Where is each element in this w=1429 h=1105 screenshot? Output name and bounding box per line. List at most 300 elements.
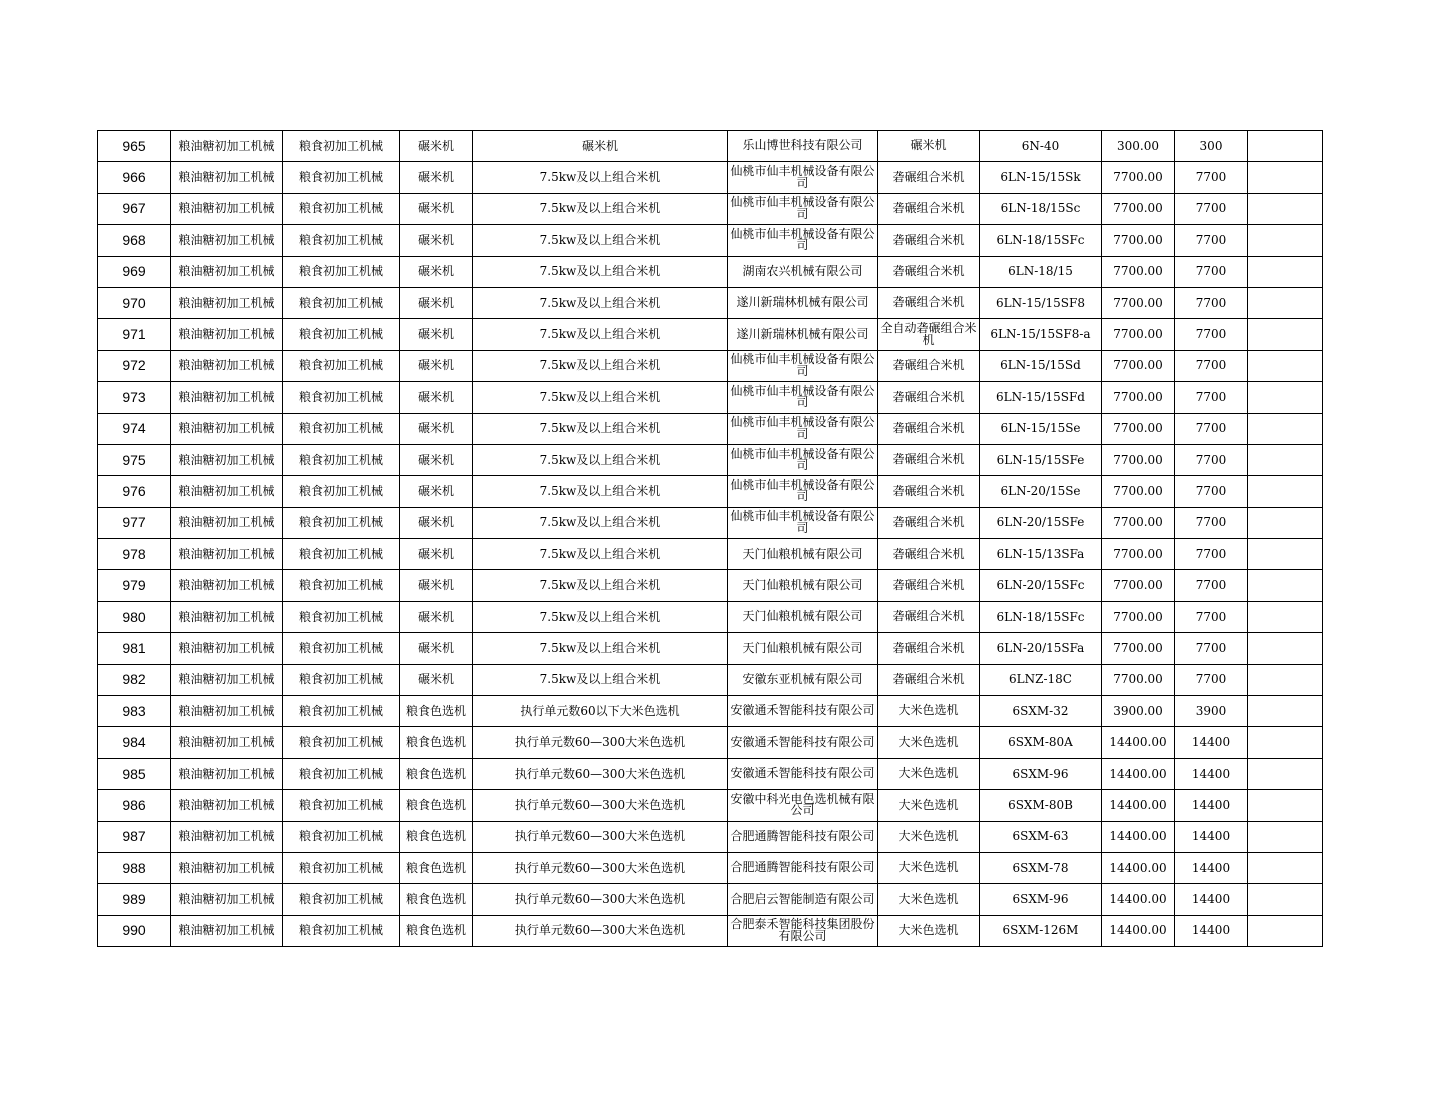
cell-manufacturer: 仙桃市仙丰机械设备有限公司 xyxy=(728,413,878,444)
cell-item-type: 碾米机 xyxy=(400,539,473,570)
cell-category: 粮油糖初加工机械 xyxy=(171,162,283,193)
cell-product-name: 砻碾组合米机 xyxy=(878,350,980,381)
cell-remark xyxy=(1248,193,1323,224)
cell-spec-grade: 7.5kw及以上组合米机 xyxy=(473,162,728,193)
cell-model: 6SXM-63 xyxy=(980,821,1102,852)
cell-manufacturer: 仙桃市仙丰机械设备有限公司 xyxy=(728,382,878,413)
cell-subsidy-cap: 7700 xyxy=(1175,193,1248,224)
cell-product-name: 大米色选机 xyxy=(878,915,980,946)
cell-subsidy-amount: 7700.00 xyxy=(1102,444,1175,475)
table-row xyxy=(98,884,1323,915)
cell-spec-grade: 7.5kw及以上组合米机 xyxy=(473,319,728,350)
cell-subsidy-cap: 7700 xyxy=(1175,476,1248,507)
cell-manufacturer: 安徽中科光电色选机械有限公司 xyxy=(728,790,878,821)
cell-manufacturer: 遂川新瑞林机械有限公司 xyxy=(728,319,878,350)
cell-category: 粮油糖初加工机械 xyxy=(171,131,283,162)
cell-manufacturer: 遂川新瑞林机械有限公司 xyxy=(728,287,878,318)
cell-remark xyxy=(1248,507,1323,538)
cell-remark xyxy=(1248,350,1323,381)
cell-spec-grade: 执行单元数60—300大米色选机 xyxy=(473,915,728,946)
cell-item-type: 碾米机 xyxy=(400,256,473,287)
cell-subcategory: 粮食初加工机械 xyxy=(283,790,400,821)
cell-spec-grade: 执行单元数60—300大米色选机 xyxy=(473,821,728,852)
cell-row-number: 966 xyxy=(98,162,171,193)
cell-category: 粮油糖初加工机械 xyxy=(171,193,283,224)
cell-model: 6SXM-32 xyxy=(980,696,1102,727)
cell-remark xyxy=(1248,915,1323,946)
cell-subcategory: 粮食初加工机械 xyxy=(283,884,400,915)
cell-category: 粮油糖初加工机械 xyxy=(171,852,283,883)
cell-subsidy-amount: 7700.00 xyxy=(1102,193,1175,224)
cell-row-number: 970 xyxy=(98,287,171,318)
cell-item-type: 碾米机 xyxy=(400,570,473,601)
cell-item-type: 碾米机 xyxy=(400,287,473,318)
cell-spec-grade: 执行单元数60以下大米色选机 xyxy=(473,696,728,727)
cell-model: 6LN-20/15SFc xyxy=(980,570,1102,601)
cell-model: 6SXM-80A xyxy=(980,727,1102,758)
table-row xyxy=(98,633,1323,664)
cell-category: 粮油糖初加工机械 xyxy=(171,444,283,475)
cell-subsidy-amount: 7700.00 xyxy=(1102,633,1175,664)
cell-spec-grade: 7.5kw及以上组合米机 xyxy=(473,287,728,318)
cell-row-number: 971 xyxy=(98,319,171,350)
cell-manufacturer: 天门仙粮机械有限公司 xyxy=(728,633,878,664)
cell-category: 粮油糖初加工机械 xyxy=(171,633,283,664)
cell-manufacturer: 仙桃市仙丰机械设备有限公司 xyxy=(728,350,878,381)
cell-product-name: 大米色选机 xyxy=(878,884,980,915)
cell-category: 粮油糖初加工机械 xyxy=(171,256,283,287)
cell-subsidy-cap: 14400 xyxy=(1175,790,1248,821)
cell-model: 6LN-15/15SF8 xyxy=(980,287,1102,318)
cell-product-name: 砻碾组合米机 xyxy=(878,225,980,256)
cell-product-name: 全自动砻碾组合米机 xyxy=(878,319,980,350)
cell-model: 6LN-18/15SFc xyxy=(980,601,1102,632)
cell-subsidy-cap: 7700 xyxy=(1175,601,1248,632)
cell-category: 粮油糖初加工机械 xyxy=(171,539,283,570)
cell-remark xyxy=(1248,601,1323,632)
cell-subcategory: 粮食初加工机械 xyxy=(283,131,400,162)
cell-item-type: 粮食色选机 xyxy=(400,758,473,789)
cell-subsidy-amount: 7700.00 xyxy=(1102,225,1175,256)
cell-row-number: 965 xyxy=(98,131,171,162)
cell-subcategory: 粮食初加工机械 xyxy=(283,664,400,695)
cell-spec-grade: 7.5kw及以上组合米机 xyxy=(473,476,728,507)
cell-subsidy-amount: 7700.00 xyxy=(1102,287,1175,318)
cell-product-name: 砻碾组合米机 xyxy=(878,664,980,695)
cell-subsidy-amount: 7700.00 xyxy=(1102,507,1175,538)
cell-row-number: 977 xyxy=(98,507,171,538)
cell-manufacturer: 合肥通腾智能科技有限公司 xyxy=(728,852,878,883)
cell-subcategory: 粮食初加工机械 xyxy=(283,507,400,538)
cell-row-number: 982 xyxy=(98,664,171,695)
cell-item-type: 碾米机 xyxy=(400,601,473,632)
cell-subsidy-amount: 7700.00 xyxy=(1102,664,1175,695)
cell-subcategory: 粮食初加工机械 xyxy=(283,727,400,758)
cell-product-name: 大米色选机 xyxy=(878,727,980,758)
cell-subcategory: 粮食初加工机械 xyxy=(283,601,400,632)
cell-product-name: 砻碾组合米机 xyxy=(878,633,980,664)
cell-item-type: 粮食色选机 xyxy=(400,852,473,883)
cell-spec-grade: 7.5kw及以上组合米机 xyxy=(473,601,728,632)
cell-manufacturer: 安徽通禾智能科技有限公司 xyxy=(728,727,878,758)
cell-subsidy-amount: 14400.00 xyxy=(1102,727,1175,758)
cell-manufacturer: 天门仙粮机械有限公司 xyxy=(728,539,878,570)
cell-subsidy-amount: 7700.00 xyxy=(1102,476,1175,507)
cell-subcategory: 粮食初加工机械 xyxy=(283,758,400,789)
cell-subcategory: 粮食初加工机械 xyxy=(283,256,400,287)
cell-category: 粮油糖初加工机械 xyxy=(171,570,283,601)
cell-subcategory: 粮食初加工机械 xyxy=(283,225,400,256)
cell-subsidy-amount: 14400.00 xyxy=(1102,884,1175,915)
cell-subsidy-amount: 7700.00 xyxy=(1102,350,1175,381)
cell-row-number: 989 xyxy=(98,884,171,915)
cell-manufacturer: 安徽通禾智能科技有限公司 xyxy=(728,758,878,789)
cell-category: 粮油糖初加工机械 xyxy=(171,319,283,350)
cell-product-name: 砻碾组合米机 xyxy=(878,193,980,224)
table-row xyxy=(98,539,1323,570)
cell-subsidy-cap: 14400 xyxy=(1175,884,1248,915)
cell-subsidy-cap: 14400 xyxy=(1175,915,1248,946)
cell-subsidy-amount: 14400.00 xyxy=(1102,915,1175,946)
table-row xyxy=(98,413,1323,444)
cell-subsidy-cap: 7700 xyxy=(1175,382,1248,413)
cell-item-type: 碾米机 xyxy=(400,193,473,224)
cell-subsidy-cap: 7700 xyxy=(1175,350,1248,381)
cell-manufacturer: 合肥通腾智能科技有限公司 xyxy=(728,821,878,852)
cell-subsidy-cap: 7700 xyxy=(1175,633,1248,664)
cell-spec-grade: 7.5kw及以上组合米机 xyxy=(473,633,728,664)
table-row xyxy=(98,193,1323,224)
cell-item-type: 粮食色选机 xyxy=(400,915,473,946)
cell-row-number: 985 xyxy=(98,758,171,789)
cell-subcategory: 粮食初加工机械 xyxy=(283,476,400,507)
cell-product-name: 砻碾组合米机 xyxy=(878,570,980,601)
cell-row-number: 975 xyxy=(98,444,171,475)
cell-spec-grade: 执行单元数60—300大米色选机 xyxy=(473,884,728,915)
cell-category: 粮油糖初加工机械 xyxy=(171,664,283,695)
cell-subsidy-amount: 7700.00 xyxy=(1102,162,1175,193)
table-row xyxy=(98,382,1323,413)
cell-row-number: 974 xyxy=(98,413,171,444)
cell-model: 6LN-15/15SFd xyxy=(980,382,1102,413)
cell-spec-grade: 碾米机 xyxy=(473,131,728,162)
cell-product-name: 砻碾组合米机 xyxy=(878,507,980,538)
table-row xyxy=(98,821,1323,852)
cell-spec-grade: 7.5kw及以上组合米机 xyxy=(473,664,728,695)
cell-subsidy-amount: 7700.00 xyxy=(1102,601,1175,632)
cell-spec-grade: 7.5kw及以上组合米机 xyxy=(473,256,728,287)
cell-item-type: 碾米机 xyxy=(400,225,473,256)
table-row xyxy=(98,350,1323,381)
cell-spec-grade: 7.5kw及以上组合米机 xyxy=(473,539,728,570)
cell-subcategory: 粮食初加工机械 xyxy=(283,696,400,727)
cell-model: 6SXM-126M xyxy=(980,915,1102,946)
cell-item-type: 碾米机 xyxy=(400,413,473,444)
cell-subsidy-cap: 7700 xyxy=(1175,287,1248,318)
cell-remark xyxy=(1248,821,1323,852)
cell-row-number: 972 xyxy=(98,350,171,381)
cell-remark xyxy=(1248,287,1323,318)
table-row xyxy=(98,570,1323,601)
table-row xyxy=(98,256,1323,287)
cell-item-type: 粮食色选机 xyxy=(400,790,473,821)
cell-row-number: 978 xyxy=(98,539,171,570)
cell-remark xyxy=(1248,727,1323,758)
cell-category: 粮油糖初加工机械 xyxy=(171,507,283,538)
cell-model: 6LN-18/15 xyxy=(980,256,1102,287)
cell-spec-grade: 7.5kw及以上组合米机 xyxy=(473,193,728,224)
cell-subsidy-cap: 7700 xyxy=(1175,507,1248,538)
cell-row-number: 988 xyxy=(98,852,171,883)
cell-subsidy-amount: 300.00 xyxy=(1102,131,1175,162)
cell-row-number: 969 xyxy=(98,256,171,287)
cell-category: 粮油糖初加工机械 xyxy=(171,225,283,256)
cell-manufacturer: 湖南农兴机械有限公司 xyxy=(728,256,878,287)
table-row xyxy=(98,664,1323,695)
cell-model: 6LN-20/15SFa xyxy=(980,633,1102,664)
cell-remark xyxy=(1248,539,1323,570)
cell-remark xyxy=(1248,852,1323,883)
table-row xyxy=(98,852,1323,883)
cell-product-name: 大米色选机 xyxy=(878,852,980,883)
cell-item-type: 碾米机 xyxy=(400,444,473,475)
cell-spec-grade: 执行单元数60—300大米色选机 xyxy=(473,758,728,789)
cell-product-name: 大米色选机 xyxy=(878,821,980,852)
cell-manufacturer: 乐山博世科技有限公司 xyxy=(728,131,878,162)
cell-model: 6LN-15/15Sk xyxy=(980,162,1102,193)
cell-category: 粮油糖初加工机械 xyxy=(171,696,283,727)
cell-model: 6LN-18/15Sc xyxy=(980,193,1102,224)
cell-model: 6SXM-96 xyxy=(980,884,1102,915)
cell-category: 粮油糖初加工机械 xyxy=(171,821,283,852)
cell-row-number: 983 xyxy=(98,696,171,727)
cell-item-type: 碾米机 xyxy=(400,507,473,538)
cell-category: 粮油糖初加工机械 xyxy=(171,727,283,758)
cell-remark xyxy=(1248,225,1323,256)
cell-category: 粮油糖初加工机械 xyxy=(171,287,283,318)
cell-subsidy-cap: 7700 xyxy=(1175,256,1248,287)
cell-model: 6LN-18/15SFc xyxy=(980,225,1102,256)
cell-subcategory: 粮食初加工机械 xyxy=(283,539,400,570)
cell-subcategory: 粮食初加工机械 xyxy=(283,382,400,413)
cell-subcategory: 粮食初加工机械 xyxy=(283,162,400,193)
cell-category: 粮油糖初加工机械 xyxy=(171,915,283,946)
cell-product-name: 砻碾组合米机 xyxy=(878,601,980,632)
cell-subsidy-amount: 14400.00 xyxy=(1102,790,1175,821)
cell-remark xyxy=(1248,444,1323,475)
cell-item-type: 碾米机 xyxy=(400,162,473,193)
cell-subsidy-amount: 14400.00 xyxy=(1102,758,1175,789)
cell-subsidy-amount: 3900.00 xyxy=(1102,696,1175,727)
cell-subsidy-cap: 14400 xyxy=(1175,852,1248,883)
table-row xyxy=(98,476,1323,507)
cell-row-number: 986 xyxy=(98,790,171,821)
cell-product-name: 碾米机 xyxy=(878,131,980,162)
cell-subcategory: 粮食初加工机械 xyxy=(283,319,400,350)
table-row xyxy=(98,444,1323,475)
cell-subcategory: 粮食初加工机械 xyxy=(283,444,400,475)
cell-item-type: 粮食色选机 xyxy=(400,821,473,852)
cell-remark xyxy=(1248,476,1323,507)
cell-remark xyxy=(1248,758,1323,789)
cell-remark xyxy=(1248,633,1323,664)
cell-manufacturer: 仙桃市仙丰机械设备有限公司 xyxy=(728,444,878,475)
cell-item-type: 粮食色选机 xyxy=(400,727,473,758)
cell-subsidy-cap: 7700 xyxy=(1175,539,1248,570)
table-row xyxy=(98,162,1323,193)
cell-subcategory: 粮食初加工机械 xyxy=(283,633,400,664)
cell-product-name: 大米色选机 xyxy=(878,790,980,821)
cell-model: 6SXM-80B xyxy=(980,790,1102,821)
table-row xyxy=(98,601,1323,632)
cell-spec-grade: 7.5kw及以上组合米机 xyxy=(473,444,728,475)
cell-item-type: 碾米机 xyxy=(400,319,473,350)
cell-subsidy-cap: 14400 xyxy=(1175,758,1248,789)
cell-category: 粮油糖初加工机械 xyxy=(171,758,283,789)
cell-subsidy-cap: 7700 xyxy=(1175,570,1248,601)
cell-remark xyxy=(1248,131,1323,162)
cell-subsidy-cap: 3900 xyxy=(1175,696,1248,727)
cell-model: 6LNZ-18C xyxy=(980,664,1102,695)
cell-manufacturer: 仙桃市仙丰机械设备有限公司 xyxy=(728,507,878,538)
cell-subcategory: 粮食初加工机械 xyxy=(283,915,400,946)
cell-item-type: 碾米机 xyxy=(400,633,473,664)
cell-spec-grade: 7.5kw及以上组合米机 xyxy=(473,413,728,444)
table-row xyxy=(98,696,1323,727)
cell-row-number: 987 xyxy=(98,821,171,852)
cell-subcategory: 粮食初加工机械 xyxy=(283,350,400,381)
cell-manufacturer: 仙桃市仙丰机械设备有限公司 xyxy=(728,193,878,224)
cell-subsidy-cap: 14400 xyxy=(1175,727,1248,758)
cell-subsidy-cap: 300 xyxy=(1175,131,1248,162)
cell-subcategory: 粮食初加工机械 xyxy=(283,852,400,883)
cell-manufacturer: 天门仙粮机械有限公司 xyxy=(728,570,878,601)
cell-row-number: 973 xyxy=(98,382,171,413)
cell-item-type: 碾米机 xyxy=(400,350,473,381)
cell-product-name: 砻碾组合米机 xyxy=(878,539,980,570)
cell-remark xyxy=(1248,319,1323,350)
cell-category: 粮油糖初加工机械 xyxy=(171,413,283,444)
table-row xyxy=(98,225,1323,256)
cell-remark xyxy=(1248,382,1323,413)
cell-item-type: 碾米机 xyxy=(400,664,473,695)
cell-spec-grade: 7.5kw及以上组合米机 xyxy=(473,225,728,256)
cell-manufacturer: 安徽通禾智能科技有限公司 xyxy=(728,696,878,727)
cell-category: 粮油糖初加工机械 xyxy=(171,601,283,632)
cell-row-number: 980 xyxy=(98,601,171,632)
table-row xyxy=(98,758,1323,789)
cell-spec-grade: 7.5kw及以上组合米机 xyxy=(473,350,728,381)
cell-item-type: 粮食色选机 xyxy=(400,696,473,727)
cell-subsidy-amount: 7700.00 xyxy=(1102,539,1175,570)
table-row xyxy=(98,915,1323,946)
cell-product-name: 砻碾组合米机 xyxy=(878,256,980,287)
cell-row-number: 990 xyxy=(98,915,171,946)
cell-subcategory: 粮食初加工机械 xyxy=(283,193,400,224)
cell-product-name: 砻碾组合米机 xyxy=(878,476,980,507)
cell-subsidy-amount: 7700.00 xyxy=(1102,256,1175,287)
cell-product-name: 砻碾组合米机 xyxy=(878,382,980,413)
cell-manufacturer: 合肥泰禾智能科技集团股份有限公司 xyxy=(728,915,878,946)
cell-product-name: 砻碾组合米机 xyxy=(878,413,980,444)
cell-model: 6LN-15/15SFe xyxy=(980,444,1102,475)
cell-item-type: 碾米机 xyxy=(400,131,473,162)
cell-model: 6N-40 xyxy=(980,131,1102,162)
cell-subsidy-cap: 7700 xyxy=(1175,162,1248,193)
cell-model: 6LN-20/15Se xyxy=(980,476,1102,507)
cell-category: 粮油糖初加工机械 xyxy=(171,790,283,821)
cell-spec-grade: 执行单元数60—300大米色选机 xyxy=(473,727,728,758)
cell-model: 6LN-15/13SFa xyxy=(980,539,1102,570)
cell-row-number: 984 xyxy=(98,727,171,758)
cell-remark xyxy=(1248,256,1323,287)
cell-manufacturer: 仙桃市仙丰机械设备有限公司 xyxy=(728,162,878,193)
cell-subcategory: 粮食初加工机械 xyxy=(283,413,400,444)
cell-manufacturer: 天门仙粮机械有限公司 xyxy=(728,601,878,632)
cell-subcategory: 粮食初加工机械 xyxy=(283,287,400,318)
cell-category: 粮油糖初加工机械 xyxy=(171,350,283,381)
cell-category: 粮油糖初加工机械 xyxy=(171,382,283,413)
cell-subsidy-amount: 7700.00 xyxy=(1102,570,1175,601)
cell-product-name: 砻碾组合米机 xyxy=(878,162,980,193)
cell-item-type: 碾米机 xyxy=(400,382,473,413)
cell-product-name: 大米色选机 xyxy=(878,758,980,789)
cell-category: 粮油糖初加工机械 xyxy=(171,884,283,915)
table-row xyxy=(98,790,1323,821)
cell-manufacturer: 仙桃市仙丰机械设备有限公司 xyxy=(728,476,878,507)
cell-product-name: 砻碾组合米机 xyxy=(878,287,980,318)
cell-remark xyxy=(1248,664,1323,695)
cell-row-number: 967 xyxy=(98,193,171,224)
cell-subsidy-amount: 7700.00 xyxy=(1102,413,1175,444)
cell-spec-grade: 执行单元数60—300大米色选机 xyxy=(473,790,728,821)
cell-spec-grade: 执行单元数60—300大米色选机 xyxy=(473,852,728,883)
cell-subsidy-amount: 14400.00 xyxy=(1102,852,1175,883)
cell-row-number: 979 xyxy=(98,570,171,601)
cell-remark xyxy=(1248,162,1323,193)
cell-row-number: 968 xyxy=(98,225,171,256)
cell-model: 6LN-20/15SFe xyxy=(980,507,1102,538)
table-row xyxy=(98,287,1323,318)
cell-spec-grade: 7.5kw及以上组合米机 xyxy=(473,382,728,413)
cell-item-type: 碾米机 xyxy=(400,476,473,507)
cell-subsidy-cap: 7700 xyxy=(1175,664,1248,695)
cell-manufacturer: 合肥启云智能制造有限公司 xyxy=(728,884,878,915)
cell-remark xyxy=(1248,413,1323,444)
cell-product-name: 砻碾组合米机 xyxy=(878,444,980,475)
table-row xyxy=(98,507,1323,538)
cell-subcategory: 粮食初加工机械 xyxy=(283,821,400,852)
cell-row-number: 976 xyxy=(98,476,171,507)
cell-subsidy-amount: 7700.00 xyxy=(1102,319,1175,350)
cell-subcategory: 粮食初加工机械 xyxy=(283,570,400,601)
cell-model: 6LN-15/15SF8-a xyxy=(980,319,1102,350)
cell-remark xyxy=(1248,696,1323,727)
cell-subsidy-cap: 7700 xyxy=(1175,319,1248,350)
cell-subsidy-cap: 7700 xyxy=(1175,413,1248,444)
cell-remark xyxy=(1248,884,1323,915)
cell-subsidy-cap: 7700 xyxy=(1175,225,1248,256)
table-row xyxy=(98,727,1323,758)
cell-subsidy-cap: 7700 xyxy=(1175,444,1248,475)
cell-model: 6SXM-96 xyxy=(980,758,1102,789)
cell-product-name: 大米色选机 xyxy=(878,696,980,727)
cell-spec-grade: 7.5kw及以上组合米机 xyxy=(473,570,728,601)
cell-item-type: 粮食色选机 xyxy=(400,884,473,915)
cell-subsidy-amount: 14400.00 xyxy=(1102,821,1175,852)
table-body xyxy=(98,131,1323,947)
cell-category: 粮油糖初加工机械 xyxy=(171,476,283,507)
